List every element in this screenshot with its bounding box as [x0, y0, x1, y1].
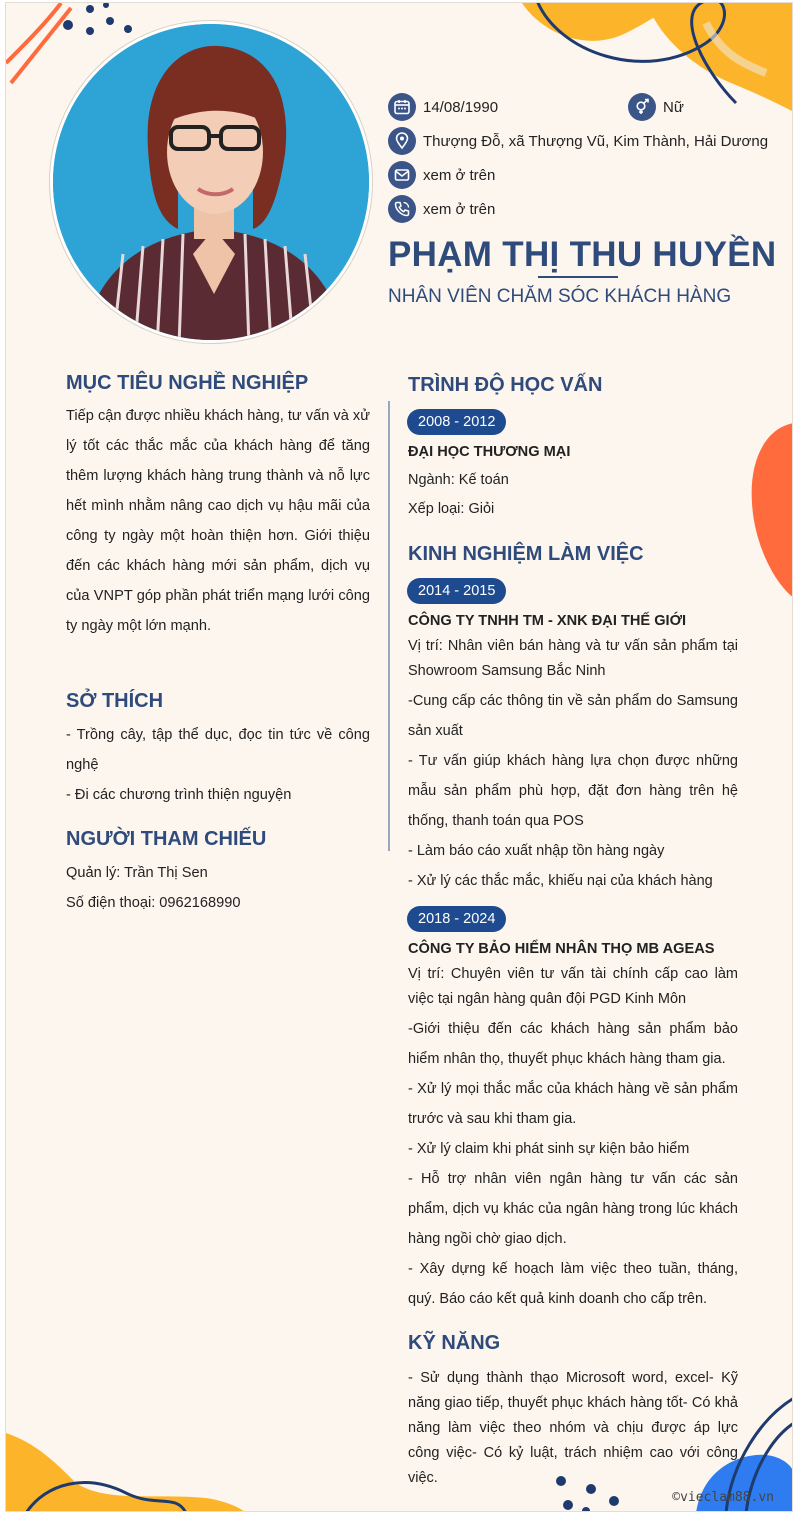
job-1-duty-2: - Tư vấn giúp khách hàng lựa chọn được những mẫu sản phẩm phù hợp, đặt đơn hàng trên hệ thống, thanh toán qua POS: [408, 753, 738, 829]
email-row: [388, 161, 495, 189]
full-name: PHẠM THỊ THU HUYỀN: [388, 235, 777, 274]
education-major: Ngành: Kế toán: [408, 472, 509, 488]
job-2-period-badge: 2018 - 2024: [407, 906, 506, 932]
job-2-duty-1: -Giới thiệu đến các khách hàng sản phẩm bảo hiểm nhân thọ, thuyết phục khách hàng tham gia.: [408, 1021, 738, 1067]
job-title: NHÂN VIÊN CHĂM SÓC KHÁCH HÀNG: [388, 286, 732, 307]
phone-icon: [388, 195, 416, 223]
hobbies-title: SỞ THÍCH: [66, 690, 164, 712]
address-row: [388, 127, 768, 155]
reference-phone: Số điện thoại: 0962168990: [66, 895, 241, 911]
education-school: ĐẠI HỌC THƯƠNG MẠI: [408, 444, 571, 460]
hobby-item-2: - Đi các chương trình thiện nguyện: [66, 787, 292, 803]
gender-icon: [628, 93, 656, 121]
skills-text: - Sử dụng thành thạo Microsoft word, excel- Kỹ năng giao tiếp, thuyết phục khách hàng tốt- Có khả năng làm việc theo nhóm và chịu được áp lực công việc- Có kỷ luật, trách nhiệm cao với công việc.: [408, 1370, 738, 1486]
job-2-duty-2: - Xử lý mọi thắc mắc của khách hàng về sản phẩm trước và sau khi tham gia.: [408, 1081, 738, 1127]
gender-row: [628, 93, 684, 121]
right-orange-blob: [744, 423, 793, 603]
education-period-badge: 2008 - 2012: [407, 409, 506, 435]
cv-page: [5, 2, 793, 1512]
hobby-item-1: - Trồng cây, tập thể dục, đọc tin tức về công nghệ: [66, 727, 370, 773]
education-grade: Xếp loại: Giỏi: [408, 501, 495, 517]
job-1-duty-3: - Làm báo cáo xuất nhập tồn hàng ngày: [408, 843, 665, 859]
phone-text: xem ở trên: [423, 200, 496, 218]
job-1-position: Vị trí: Nhân viên bán hàng và tư vấn sản phẩm tại Showroom Samsung Bắc Ninh: [408, 638, 738, 679]
profile-photo: [50, 21, 372, 343]
email-text: xem ở trên: [423, 166, 496, 184]
location-pin-icon: [388, 127, 416, 155]
skills-title: KỸ NĂNG: [408, 1332, 501, 1354]
job-2-duty-5: - Xây dựng kế hoạch làm việc theo tuần, tháng, quý. Báo cáo kết quả kinh doanh cho cấp trên.: [408, 1261, 738, 1307]
job-2-duty-4: - Hỗ trợ nhân viên ngân hàng tư vấn các sản phẩm, dịch vụ khác của ngân hàng trong lúc khách hàng ngồi chờ giao dịch.: [408, 1171, 738, 1247]
bottom-left-decoration: [6, 1423, 246, 1512]
mail-icon: [388, 161, 416, 189]
education-title: TRÌNH ĐỘ HỌC VẤN: [408, 374, 603, 396]
dob-text: 14/08/1990: [423, 98, 499, 116]
watermark: ©vieclam88.vn: [672, 1490, 774, 1505]
job-2-duty-3: - Xử lý claim khi phát sinh sự kiện bảo hiểm: [408, 1141, 690, 1157]
job-1-duty-1: -Cung cấp các thông tin về sản phẩm do Samsung sản xuất: [408, 693, 738, 739]
gender-text: Nữ: [663, 98, 684, 116]
name-underline: [538, 276, 618, 278]
job-2-position: Vị trí: Chuyên viên tư vấn tài chính cấp cao làm việc tại ngân hàng quân đội PGD Kinh Môn: [408, 966, 738, 1007]
job-1-duty-4: - Xử lý các thắc mắc, khiếu nại của khách hàng: [408, 873, 713, 889]
phone-row: [388, 195, 495, 223]
job-2-company: CÔNG TY BẢO HIỂM NHÂN THỌ MB AGEAS: [408, 941, 715, 957]
calendar-icon: [388, 93, 416, 121]
reference-title: NGƯỜI THAM CHIẾU: [66, 828, 267, 850]
experience-title: KINH NGHIỆM LÀM VIỆC: [408, 543, 644, 565]
objective-text: Tiếp cận được nhiều khách hàng, tư vấn và xử lý tốt các thắc mắc của khách hàng để tăng thêm lượng khách hàng trung thành và nỗ lực hết mình nhằm nâng cao dịch vụ hậu mãi của công ty ngày một hoàn thiện hơn. Giới thiệu đến các khách hàng mới sản phẩm, dịch vụ của VNPT góp phần phát triển mạng lưới công ty ngày một lớn mạnh.: [66, 408, 370, 634]
job-1-period-badge: 2014 - 2015: [407, 578, 506, 604]
column-divider: [388, 401, 390, 851]
objective-title: MỤC TIÊU NGHỀ NGHIỆP: [66, 372, 309, 394]
address-text: Thượng Đỗ, xã Thượng Vũ, Kim Thành, Hải Dương: [423, 132, 769, 150]
reference-manager: Quản lý: Trần Thị Sen: [66, 865, 208, 881]
dob-row: [388, 93, 498, 121]
job-1-company: CÔNG TY TNHH TM - XNK ĐẠI THẾ GIỚI: [408, 613, 687, 629]
